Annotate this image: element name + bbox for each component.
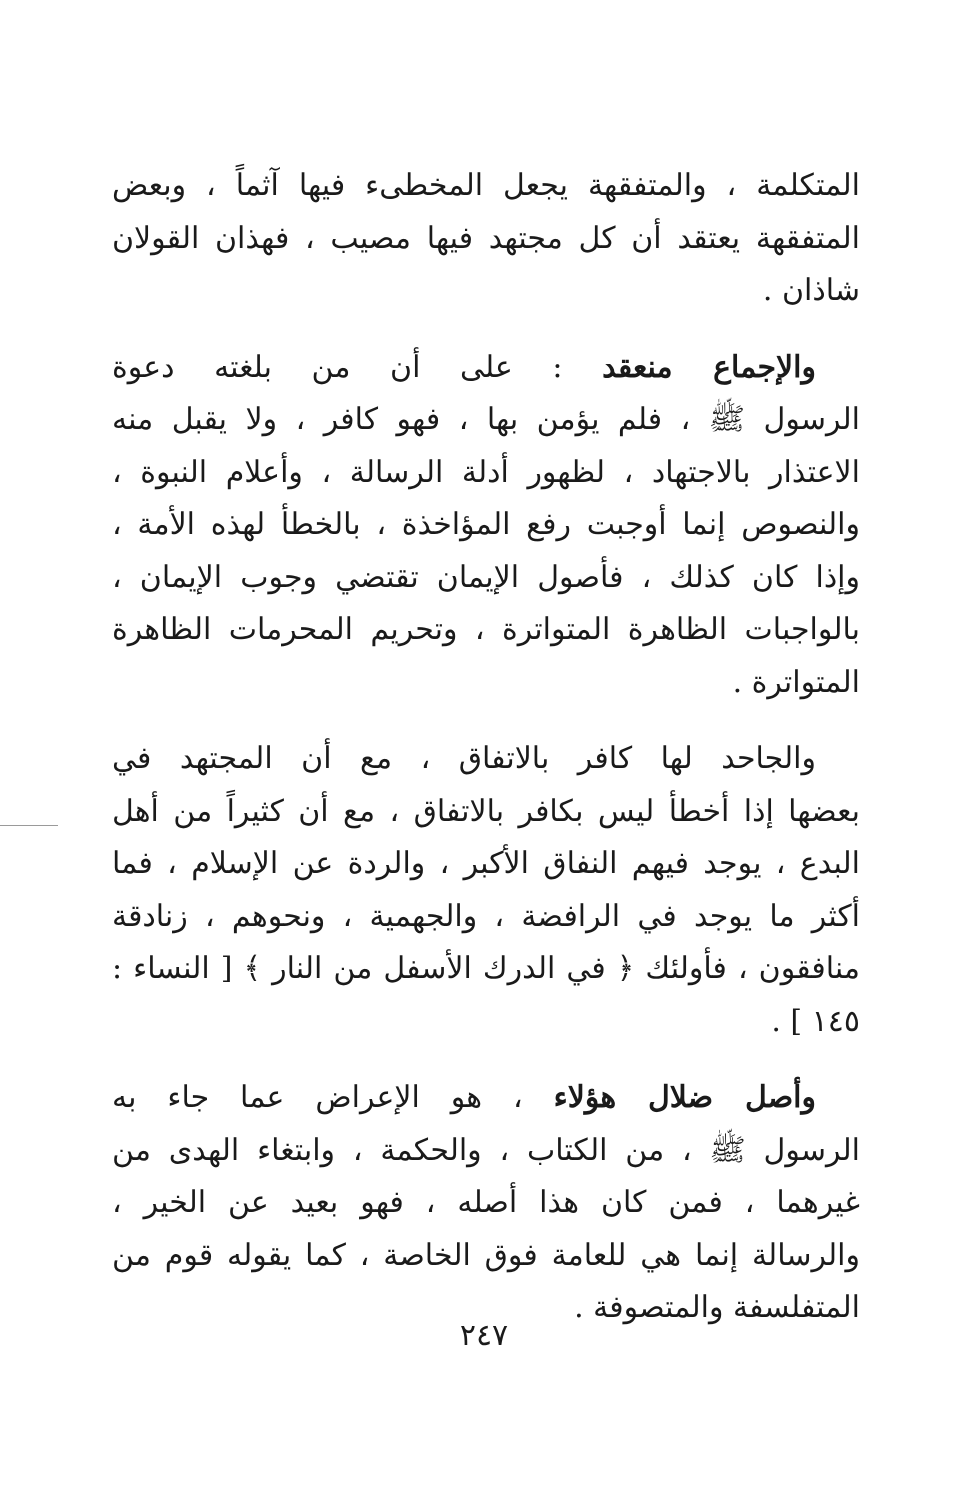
text-line: بعضها إذا أخطأ ليس بكافر بالاتفاق ، مع أن كثيراً من أهل	[112, 793, 860, 829]
text-line: البدع ، يوجد فيهم النفاق الأكبر ، والردة عن الإسلام ، فما	[112, 846, 860, 881]
text-line: ١٤٥ ] .	[771, 1003, 860, 1039]
text-line: والنصوص إنما أوجبت رفع المؤاخذة ، بالخطأ لهذه الأمة ،	[112, 507, 860, 542]
text-line: غيرهما ، فمن كان هذا أصله ، فهو بعيد عن الخير ،	[112, 1185, 860, 1220]
paragraph-1	[112, 160, 860, 318]
text-line: المتكلمة ، والمتفقهة يجعل المخطىء فيها آثماً ، وبعض	[112, 168, 860, 203]
inline-heading: والإجماع منعقد	[602, 349, 816, 385]
inline-heading: وأصل ضلال هؤلاء	[553, 1080, 816, 1115]
margin-rule	[0, 825, 58, 826]
text-line: والرسالة إنما هي للعامة فوق الخاصة ، كما يقوله قوم من	[112, 1237, 860, 1273]
text-line: الرسول ﷺ ، فلم يؤمن بها ، فهو كافر ، ولا يقبل منه	[112, 402, 860, 437]
text-line: أكثر ما يوجد في الرافضة ، والجهمية ، ونحوهم ، زنادقة	[112, 898, 860, 934]
paragraph-3	[112, 733, 860, 1048]
text-line: الرسول ﷺ ، من الكتاب ، والحكمة ، وابتغاء الهدى من	[112, 1132, 860, 1168]
text-line: وإذا كان كذلك ، فأصول الإيمان تقتضي وجوب الإيمان ،	[112, 559, 860, 595]
text-line-with-heading	[112, 342, 860, 395]
text-line: الاعتذار بالاجتهاد ، لظهور أدلة الرسالة ، وأعلام النبوة ،	[112, 454, 860, 490]
text-line: شاذان .	[762, 273, 860, 308]
paragraph-2	[112, 342, 860, 710]
paragraph-4	[112, 1072, 860, 1335]
text-line: منافقون ، فأولئك ﴿ في الدرك الأسفل من النار ﴾ [ النساء :	[112, 951, 860, 986]
text-fragment: ، هو الإعراض عما جاء به	[112, 1080, 554, 1115]
text-line: والجاحد لها كافر بالاتفاق ، مع أن المجتهد في	[112, 741, 816, 776]
text-line: المتواترة .	[732, 664, 860, 700]
text-fragment: : على أن من بلغته دعوة	[112, 349, 603, 385]
page-body	[112, 160, 860, 1359]
page-number: ٢٤٧	[459, 1318, 509, 1353]
text-line: المتفقهة يعتقد أن كل مجتهد فيها مصيب ، فهذان القولان	[112, 220, 860, 256]
text-line: المتفلسفة والمتصوفة .	[574, 1290, 860, 1325]
text-line-with-heading	[112, 1072, 860, 1125]
text-line: بالواجبات الظاهرة المتواترة ، وتحريم المحرمات الظاهرة	[112, 612, 860, 647]
